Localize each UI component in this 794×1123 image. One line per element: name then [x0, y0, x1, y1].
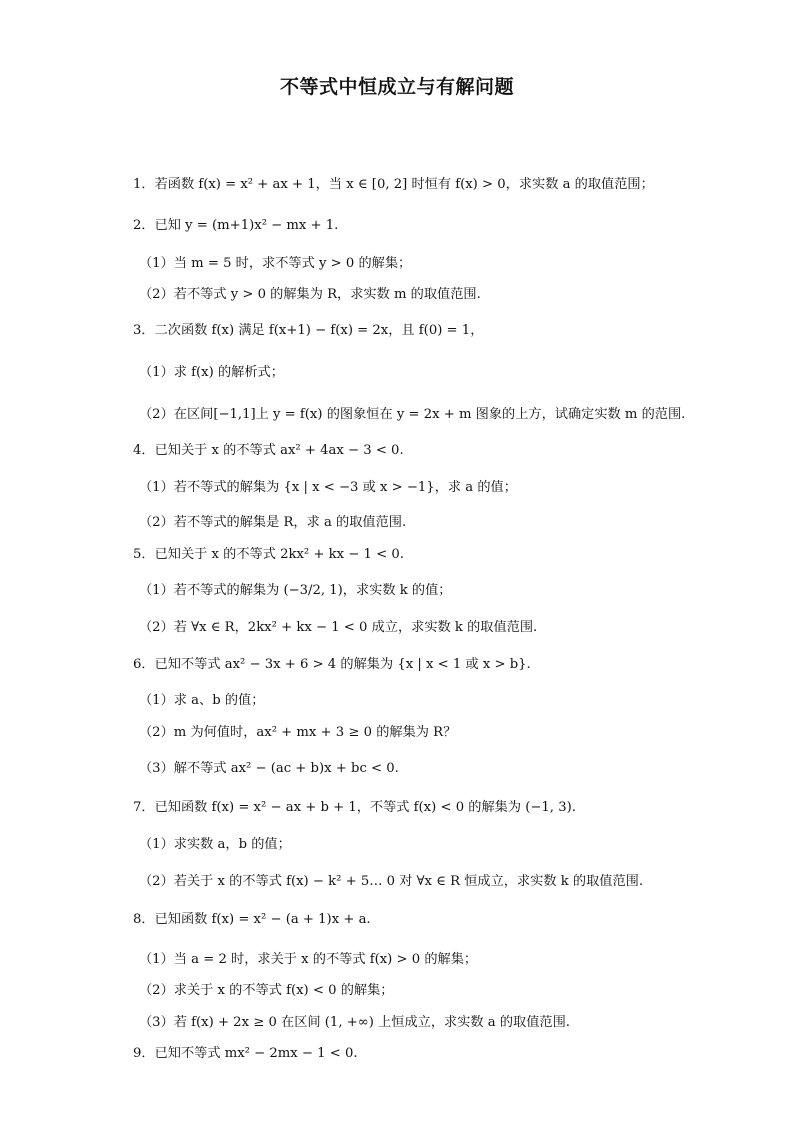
problem-2-part-2: （2）若不等式 y > 0 的解集为 R，求实数 m 的取值范围. — [139, 287, 481, 302]
problem-8-part-3: （3）若 f(x) + 2x ≥ 0 在区间 (1, +∞) 上恒成立，求实数 a 的取值范围. — [139, 1015, 570, 1030]
problem-6-part-3: （3）解不等式 ax² − (ac + b)x + bc < 0. — [139, 761, 399, 776]
problem-9: 9．已知不等式 mx² − 2mx − 1 < 0. — [133, 1046, 358, 1061]
problem-4-part-1: （1）若不等式的解集为 {x | x < −3 或 x > −1}，求 a 的值； — [139, 480, 517, 495]
problem-2-part-1: （1）当 m = 5 时，求不等式 y > 0 的解集； — [139, 256, 412, 271]
problem-5-part-1: （1）若不等式的解集为 (−3/2, 1)，求实数 k 的值； — [139, 583, 452, 598]
problem-1: 1．若函数 f(x) = x² + ax + 1，当 x ∈ [0, 2] 时恒有 f(x) > 0，求实数 a 的取值范围； — [133, 177, 654, 192]
problem-3-part-2: （2）在区间[−1,1]上 y = f(x) 的图象恒在 y = 2x + m 图象的上方，试确定实数 m 的范围. — [139, 407, 686, 422]
problem-3: 3．二次函数 f(x) 满足 f(x+1) − f(x) = 2x，且 f(0) = 1， — [133, 323, 484, 338]
problem-8-part-1: （1）当 a = 2 时，求关于 x 的不等式 f(x) > 0 的解集； — [139, 952, 478, 967]
problem-5: 5．已知关于 x 的不等式 2kx² + kx − 1 < 0. — [133, 547, 404, 562]
problem-5-part-2: （2）若 ∀x ∈ R，2kx² + kx − 1 < 0 成立，求实数 k 的取值范围. — [139, 620, 538, 635]
problem-7-part-1: （1）求实数 a，b 的值； — [139, 837, 291, 852]
problem-4: 4．已知关于 x 的不等式 ax² + 4ax − 3 < 0. — [133, 443, 404, 458]
problem-8-part-2: （2）求关于 x 的不等式 f(x) < 0 的解集； — [139, 983, 394, 998]
problem-6-part-1: （1）求 a、b 的值； — [139, 693, 265, 708]
problem-4-part-2: （2）若不等式的解集是 R，求 a 的取值范围. — [139, 515, 407, 530]
page-title: 不等式中恒成立与有解问题 — [279, 76, 514, 98]
problem-8: 8．已知函数 f(x) = x² − (a + 1)x + a. — [133, 912, 371, 927]
problem-6: 6．已知不等式 ax² − 3x + 6 > 4 的解集为 {x | x < 1 或 x > b}. — [133, 657, 531, 672]
problem-7: 7．已知函数 f(x) = x² − ax + b + 1，不等式 f(x) < 0 的解集为 (−1, 3). — [133, 800, 576, 815]
problem-7-part-2: （2）若关于 x 的不等式 f(x) − k² + 5… 0 对 ∀x ∈ R 恒成立，求实数 k 的取值范围. — [139, 874, 644, 889]
problem-3-part-1: （1）求 f(x) 的解析式； — [139, 365, 284, 380]
problem-6-part-2: （2）m 为何值时，ax² + mx + 3 ≥ 0 的解集为 R？ — [139, 725, 457, 740]
problem-2: 2．已知 y = (m+1)x² − mx + 1. — [133, 218, 339, 233]
